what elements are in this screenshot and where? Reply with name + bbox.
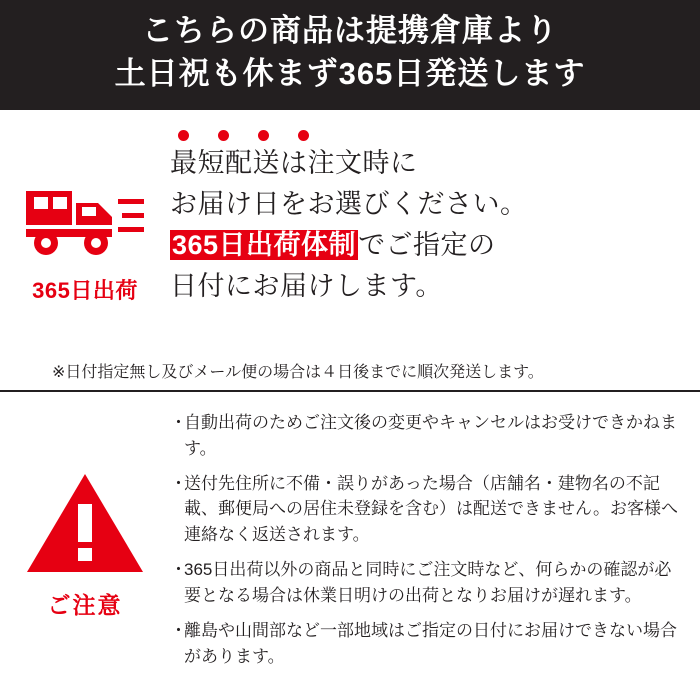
delivery-message-column — [170, 116, 700, 355]
delivery-truck-icon — [22, 181, 148, 264]
list-item-text: 自動出荷のためご注文後の変更やキャンセルはお受けできかねます。 — [184, 413, 677, 458]
delivery-line-3-rest: でご指定の — [358, 230, 496, 261]
list-item-text: 離島や山間部など一部地域はご指定の日付にお届けできない場合があります。 — [184, 620, 677, 666]
header-line-1: こちらの商品は提携倉庫より — [142, 13, 558, 49]
truck-label: 365日出荷 — [32, 277, 138, 303]
header-line-2: 土日祝も休まず365日発送します — [114, 56, 586, 91]
bullet-icon: ・ — [170, 560, 187, 580]
list-item — [170, 410, 684, 462]
caution-label: ご注意 — [47, 592, 123, 618]
bullet-icon: ・ — [170, 620, 187, 640]
caution-icon-column — [0, 402, 170, 700]
dot-icon — [258, 130, 269, 141]
list-item — [170, 557, 684, 609]
warning-triangle-icon — [25, 472, 145, 581]
list-item-text: 365日出荷以外の商品と同時にご注文時など、何らかの確認が必要となる場合は休業日明けの出荷となりお届けが遅れます。 — [184, 560, 672, 605]
truck-icon-column — [0, 116, 170, 355]
delivery-section — [0, 110, 700, 392]
dot-icon — [218, 130, 229, 141]
bullet-icon: ・ — [170, 473, 187, 493]
banner-header — [0, 0, 700, 110]
list-item — [170, 618, 684, 670]
decorative-dots — [178, 130, 686, 141]
delivery-highlight: 365日出荷体制 — [172, 230, 357, 261]
delivery-line-3 — [170, 225, 686, 266]
delivery-line-1: 最短配送は注文時に — [170, 148, 418, 178]
list-item — [170, 471, 684, 548]
delivery-note: ※日付指定無し及びメール便の場合は４日後までに順次発送します。 — [52, 364, 544, 381]
delivery-line-4: 日付にお届けします。 — [170, 271, 443, 302]
list-item-text: 送付先住所に不備・誤りがあった場合（店舗名・建物名の不記載、郵便局への居住未登録を含む）は配送できません。お客様へ連絡なく返送されます。 — [184, 473, 679, 545]
caution-list — [170, 402, 700, 700]
dot-icon — [178, 130, 189, 141]
caution-section — [0, 392, 700, 700]
delivery-line-2: お届け日をお選びください。 — [170, 189, 528, 220]
bullet-icon: ・ — [170, 413, 187, 432]
dot-icon — [298, 130, 309, 141]
